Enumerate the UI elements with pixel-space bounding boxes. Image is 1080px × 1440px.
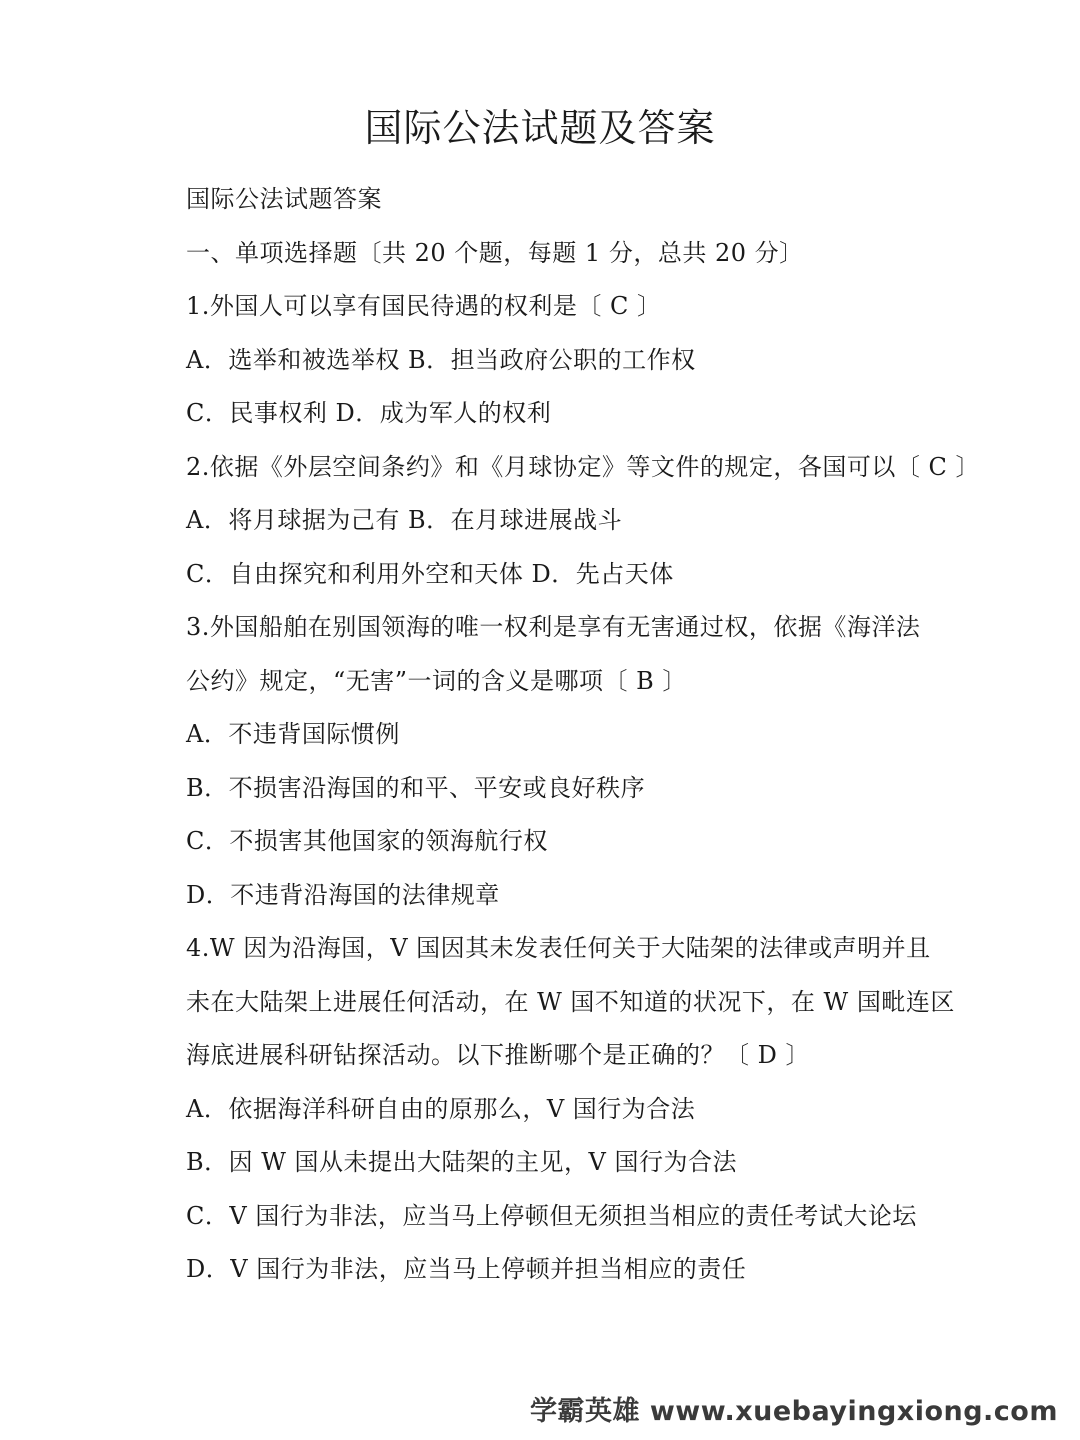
question-2: 2.依据《外层空间条约》和《月球协定》等文件的规定，各国可以〔 C 〕 (186, 452, 981, 481)
question-4-line-1: 4.W 因为沿海国，V 国因其未发表任何关于大陆架的法律或声明并且 (186, 934, 931, 962)
question-4-option-c: C．V 国行为非法，应当马上停顿但无须担当相应的责任考试大论坛 (186, 1201, 917, 1230)
question-1-options-cd: C．民事权利 D．成为军人的权利 (186, 399, 552, 427)
document-body (186, 173, 981, 1297)
question-2-options-cd: C．自由探究和利用外空和天体 D．先占天体 (186, 559, 674, 588)
section-subtitle: 国际公法试题答案 (186, 185, 382, 213)
question-3-option-a: A．不违背国际惯例 (186, 720, 400, 748)
question-4-line-2: 未在大陆架上进展任何活动，在 W 国不知道的状况下，在 W 国毗连区 (186, 987, 955, 1016)
question-3-option-c: C．不损害其他国家的领海航行权 (186, 827, 548, 855)
document-title: 国际公法试题及答案 (364, 106, 716, 150)
question-4-option-d: D．V 国行为非法，应当马上停顿并担当相应的责任 (186, 1255, 747, 1283)
question-4-line-3: 海底进展科研钻探活动。以下推断哪个是正确的？〔 D 〕 (186, 1041, 810, 1069)
question-2-options-ab: A．将月球据为己有 B．在月球进展战斗 (186, 506, 623, 534)
question-3-option-b: B．不损害沿海国的和平、平安或良好秩序 (186, 773, 646, 802)
question-4-option-a: A．依据海洋科研自由的原那么，V 国行为合法 (186, 1094, 696, 1123)
question-4-option-b: B．因 W 国从未提出大陆架的主见，V 国行为合法 (186, 1148, 738, 1176)
site-watermark: 学霸英雄 www.xuebayingxiong.com (529, 1396, 1058, 1427)
question-1-options-ab: A．选举和被选举权 B．担当政府公职的工作权 (186, 345, 696, 374)
question-3-option-d: D．不违背沿海国的法律规章 (186, 880, 500, 909)
question-3-line-1: 3.外国船舶在别国领海的唯一权利是享有无害通过权，依据《海洋法 (186, 613, 921, 641)
question-1: 1.外国人可以享有国民待遇的权利是〔 C 〕 (186, 292, 662, 320)
question-3-line-2: 公约》规定，“无害”一词的含义是哪项〔 B 〕 (186, 666, 687, 695)
section-heading: 一、单项选择题〔共 20 个题，每题 1 分，总共 20 分〕 (186, 238, 804, 267)
